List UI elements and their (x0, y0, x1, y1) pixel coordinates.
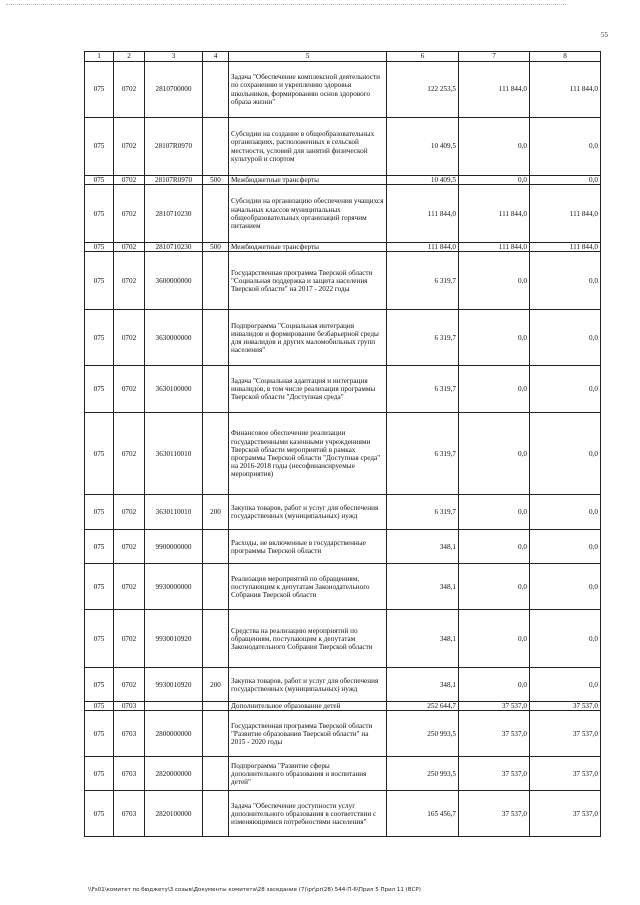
cell-amount-year3: 111 844,0 (530, 185, 601, 243)
table-row (85, 176, 601, 185)
cell-amount-year3: 0,0 (530, 176, 601, 185)
cell-admin-code: 075 (85, 62, 114, 118)
cell-expense-type: 500 (203, 176, 229, 185)
cell-admin-code: 075 (85, 118, 114, 176)
cell-target-code: 2810700000 (145, 62, 203, 118)
cell-amount-year1: 6 319,7 (387, 495, 459, 530)
cell-amount-year3: 0,0 (530, 530, 601, 564)
cell-target-code: 3630100000 (145, 366, 203, 413)
cell-admin-code: 075 (85, 668, 114, 702)
cell-expense-type (203, 310, 229, 366)
cell-amount-year3: 0,0 (530, 610, 601, 668)
cell-expense-type (203, 185, 229, 243)
cell-target-code: 2820100000 (145, 791, 203, 837)
cell-section-code: 0702 (114, 564, 145, 610)
table-row (85, 791, 601, 837)
cell-admin-code: 075 (85, 252, 114, 310)
cell-amount-year3: 0,0 (530, 310, 601, 366)
cell-target-code: 3600000000 (145, 252, 203, 310)
header-row (85, 52, 601, 62)
cell-amount-year1: 6 319,7 (387, 252, 459, 310)
cell-amount-year2: 111 844,0 (459, 62, 530, 118)
cell-amount-year2: 37 537,0 (459, 702, 530, 711)
cell-target-code: 2800000000 (145, 711, 203, 757)
cell-target-code: 28107R0970 (145, 176, 203, 185)
cell-amount-year2: 0,0 (459, 564, 530, 610)
cell-section-code: 0702 (114, 176, 145, 185)
cell-amount-year1: 348,1 (387, 564, 459, 610)
cell-amount-year1: 10 409,5 (387, 118, 459, 176)
cell-description: Финансовое обеспечение реализации государственными казенными учреждениями Тверской области мероприятий в рамках программы Тверской области "Доступная среда" на 2016-2018 годы (несофинансируемые мероприятия) (229, 413, 387, 495)
table-row (85, 530, 601, 564)
col-header-3: 3 (145, 52, 203, 62)
page-number: 55 (601, 31, 608, 39)
cell-amount-year2: 0,0 (459, 366, 530, 413)
cell-section-code: 0703 (114, 791, 145, 837)
cell-target-code: 2820000000 (145, 757, 203, 791)
cell-amount-year1: 6 319,7 (387, 366, 459, 413)
cell-amount-year3: 0,0 (530, 366, 601, 413)
cell-admin-code: 075 (85, 610, 114, 668)
cell-amount-year1: 252 644,7 (387, 702, 459, 711)
cell-description: Государственная программа Тверской области "Социальная поддержка и защита населения Тверской области" на 2017 - 2022 годы (229, 252, 387, 310)
col-header-5: 5 (229, 52, 387, 62)
cell-expense-type (203, 711, 229, 757)
cell-amount-year2: 37 537,0 (459, 791, 530, 837)
cell-admin-code: 075 (85, 243, 114, 252)
cell-description: Субсидии на создание в общеобразовательных организациях, расположенных в сельской местности, условий для занятий физической культурой и спортом (229, 118, 387, 176)
cell-target-code: 3630000000 (145, 310, 203, 366)
cell-amount-year2: 37 537,0 (459, 711, 530, 757)
cell-admin-code: 075 (85, 495, 114, 530)
cell-admin-code: 075 (85, 702, 114, 711)
cell-amount-year1: 165 456,7 (387, 791, 459, 837)
cell-description: Субсидии на организацию обеспечения учащихся начальных классов муниципальных общеобразовательных организаций горячим питанием (229, 185, 387, 243)
cell-description: Подпрограмма "Социальная интеграция инвалидов и формирование безбарьерной среды для инвалидов и других маломобильных групп населения" (229, 310, 387, 366)
cell-amount-year1: 111 844,0 (387, 243, 459, 252)
cell-amount-year1: 6 319,7 (387, 413, 459, 495)
col-header-8: 8 (530, 52, 601, 62)
cell-admin-code: 075 (85, 711, 114, 757)
cell-section-code: 0703 (114, 757, 145, 791)
cell-amount-year2: 111 844,0 (459, 185, 530, 243)
cell-description: Дополнительное образование детей (229, 702, 387, 711)
table-row (85, 252, 601, 310)
cell-target-code: 3630110010 (145, 413, 203, 495)
cell-description: Подпрограмма "Развитие сферы дополнительного образования и воспитания детей" (229, 757, 387, 791)
cell-expense-type: 200 (203, 668, 229, 702)
cell-amount-year1: 348,1 (387, 610, 459, 668)
table-row (85, 702, 601, 711)
cell-amount-year2: 0,0 (459, 495, 530, 530)
cell-amount-year1: 111 844,0 (387, 185, 459, 243)
cell-admin-code: 075 (85, 366, 114, 413)
cell-expense-type (203, 757, 229, 791)
cell-amount-year1: 250 993,5 (387, 711, 459, 757)
cell-section-code: 0702 (114, 118, 145, 176)
table-row (85, 757, 601, 791)
cell-expense-type (203, 530, 229, 564)
cell-admin-code: 075 (85, 791, 114, 837)
cell-expense-type: 200 (203, 495, 229, 530)
cell-amount-year3: 37 537,0 (530, 791, 601, 837)
table-row (85, 711, 601, 757)
cell-expense-type (203, 118, 229, 176)
cell-expense-type (203, 610, 229, 668)
cell-amount-year3: 37 537,0 (530, 757, 601, 791)
budget-table (84, 51, 601, 837)
cell-admin-code: 075 (85, 310, 114, 366)
cell-amount-year3: 37 537,0 (530, 711, 601, 757)
cell-section-code: 0702 (114, 413, 145, 495)
cell-description: Закупка товаров, работ и услуг для обеспечения государственных (муниципальных) нужд (229, 495, 387, 530)
cell-amount-year1: 10 409,5 (387, 176, 459, 185)
table-row (85, 185, 601, 243)
cell-amount-year2: 0,0 (459, 413, 530, 495)
cell-admin-code: 075 (85, 185, 114, 243)
cell-section-code: 0703 (114, 711, 145, 757)
cell-section-code: 0703 (114, 702, 145, 711)
cell-amount-year2: 0,0 (459, 668, 530, 702)
table-row (85, 243, 601, 252)
cell-expense-type (203, 62, 229, 118)
cell-expense-type (203, 564, 229, 610)
cell-amount-year2: 0,0 (459, 252, 530, 310)
cell-target-code: 3630110010 (145, 495, 203, 530)
cell-description: Задача "Обеспечение доступности услуг дополнительного образования в соответствии с изменяющимися потребностями населения" (229, 791, 387, 837)
table-row (85, 62, 601, 118)
cell-amount-year2: 111 844,0 (459, 243, 530, 252)
cell-expense-type (203, 791, 229, 837)
cell-amount-year2: 0,0 (459, 310, 530, 366)
col-header-6: 6 (387, 52, 459, 62)
cell-target-code: 9930000000 (145, 564, 203, 610)
table-row (85, 413, 601, 495)
cell-section-code: 0702 (114, 62, 145, 118)
cell-section-code: 0702 (114, 610, 145, 668)
cell-amount-year1: 6 319,7 (387, 310, 459, 366)
cell-expense-type (203, 252, 229, 310)
cell-target-code: 9930010920 (145, 668, 203, 702)
cell-amount-year3: 111 844,0 (530, 243, 601, 252)
cell-amount-year3: 0,0 (530, 413, 601, 495)
cell-description: Межбюджетные трансферты (229, 176, 387, 185)
col-header-2: 2 (114, 52, 145, 62)
cell-expense-type (203, 413, 229, 495)
scan-artifact-line (6, 4, 566, 6)
cell-amount-year1: 348,1 (387, 530, 459, 564)
cell-amount-year3: 0,0 (530, 118, 601, 176)
cell-amount-year2: 0,0 (459, 118, 530, 176)
cell-admin-code: 075 (85, 564, 114, 610)
cell-amount-year3: 0,0 (530, 495, 601, 530)
cell-amount-year2: 37 537,0 (459, 757, 530, 791)
cell-description: Задача "Социальная адаптация и интеграция инвалидов, в том числе реализация программы Тверской области "Доступная среда" (229, 366, 387, 413)
cell-admin-code: 075 (85, 757, 114, 791)
cell-target-code: 2810710230 (145, 185, 203, 243)
cell-amount-year1: 250 993,5 (387, 757, 459, 791)
cell-target-code: 2810710230 (145, 243, 203, 252)
cell-amount-year3: 111 844,0 (530, 62, 601, 118)
col-header-7: 7 (459, 52, 530, 62)
cell-section-code: 0702 (114, 495, 145, 530)
table-row (85, 310, 601, 366)
footer-file-path: \\Fs01\комитет по бюджету\3 созыв\Документы комитета\28 заседание (7)\pr\pr(28) 544-П-6\Прил 5 Прил 11 (ВСР) (88, 887, 421, 893)
cell-amount-year2: 0,0 (459, 530, 530, 564)
cell-target-code: 9930010920 (145, 610, 203, 668)
cell-expense-type: 500 (203, 243, 229, 252)
cell-section-code: 0702 (114, 366, 145, 413)
cell-description: Средства на реализацию мероприятий по обращениям, поступающим к депутатам Законодательного Собрания Тверской области (229, 610, 387, 668)
cell-section-code: 0702 (114, 243, 145, 252)
cell-target-code: 9900000000 (145, 530, 203, 564)
cell-amount-year1: 122 253,5 (387, 62, 459, 118)
cell-section-code: 0702 (114, 310, 145, 366)
col-header-4: 4 (203, 52, 229, 62)
cell-section-code: 0702 (114, 252, 145, 310)
cell-expense-type (203, 366, 229, 413)
cell-target-code: 28107R0970 (145, 118, 203, 176)
cell-description: Задача "Обеспечение комплексной деятельности по сохранению и укреплению здоровья школьников, формированию основ здорового образа жизни" (229, 62, 387, 118)
cell-target-code (145, 702, 203, 711)
cell-section-code: 0702 (114, 185, 145, 243)
cell-amount-year1: 348,1 (387, 668, 459, 702)
cell-section-code: 0702 (114, 668, 145, 702)
cell-admin-code: 075 (85, 413, 114, 495)
cell-amount-year2: 0,0 (459, 610, 530, 668)
cell-description: Расходы, не включенные в государственные программы Тверской области (229, 530, 387, 564)
cell-admin-code: 075 (85, 530, 114, 564)
col-header-1: 1 (85, 52, 114, 62)
cell-section-code: 0702 (114, 530, 145, 564)
table-row (85, 668, 601, 702)
cell-description: Реализация мероприятий по обращениям, поступающим к депутатам Законодательного Собрания Тверской области (229, 564, 387, 610)
cell-expense-type (203, 702, 229, 711)
cell-amount-year3: 0,0 (530, 564, 601, 610)
cell-description: Государственная программа Тверской области "Развитие образования Тверской области" на 2015 - 2020 годы (229, 711, 387, 757)
table-row (85, 610, 601, 668)
table-row (85, 366, 601, 413)
cell-description: Межбюджетные трансферты (229, 243, 387, 252)
cell-description: Закупка товаров, работ и услуг для обеспечения государственных (муниципальных) нужд (229, 668, 387, 702)
cell-amount-year2: 0,0 (459, 176, 530, 185)
table-row (85, 118, 601, 176)
cell-admin-code: 075 (85, 176, 114, 185)
cell-amount-year3: 37 537,0 (530, 702, 601, 711)
table-row (85, 564, 601, 610)
cell-amount-year3: 0,0 (530, 252, 601, 310)
table-row (85, 495, 601, 530)
cell-amount-year3: 0,0 (530, 668, 601, 702)
